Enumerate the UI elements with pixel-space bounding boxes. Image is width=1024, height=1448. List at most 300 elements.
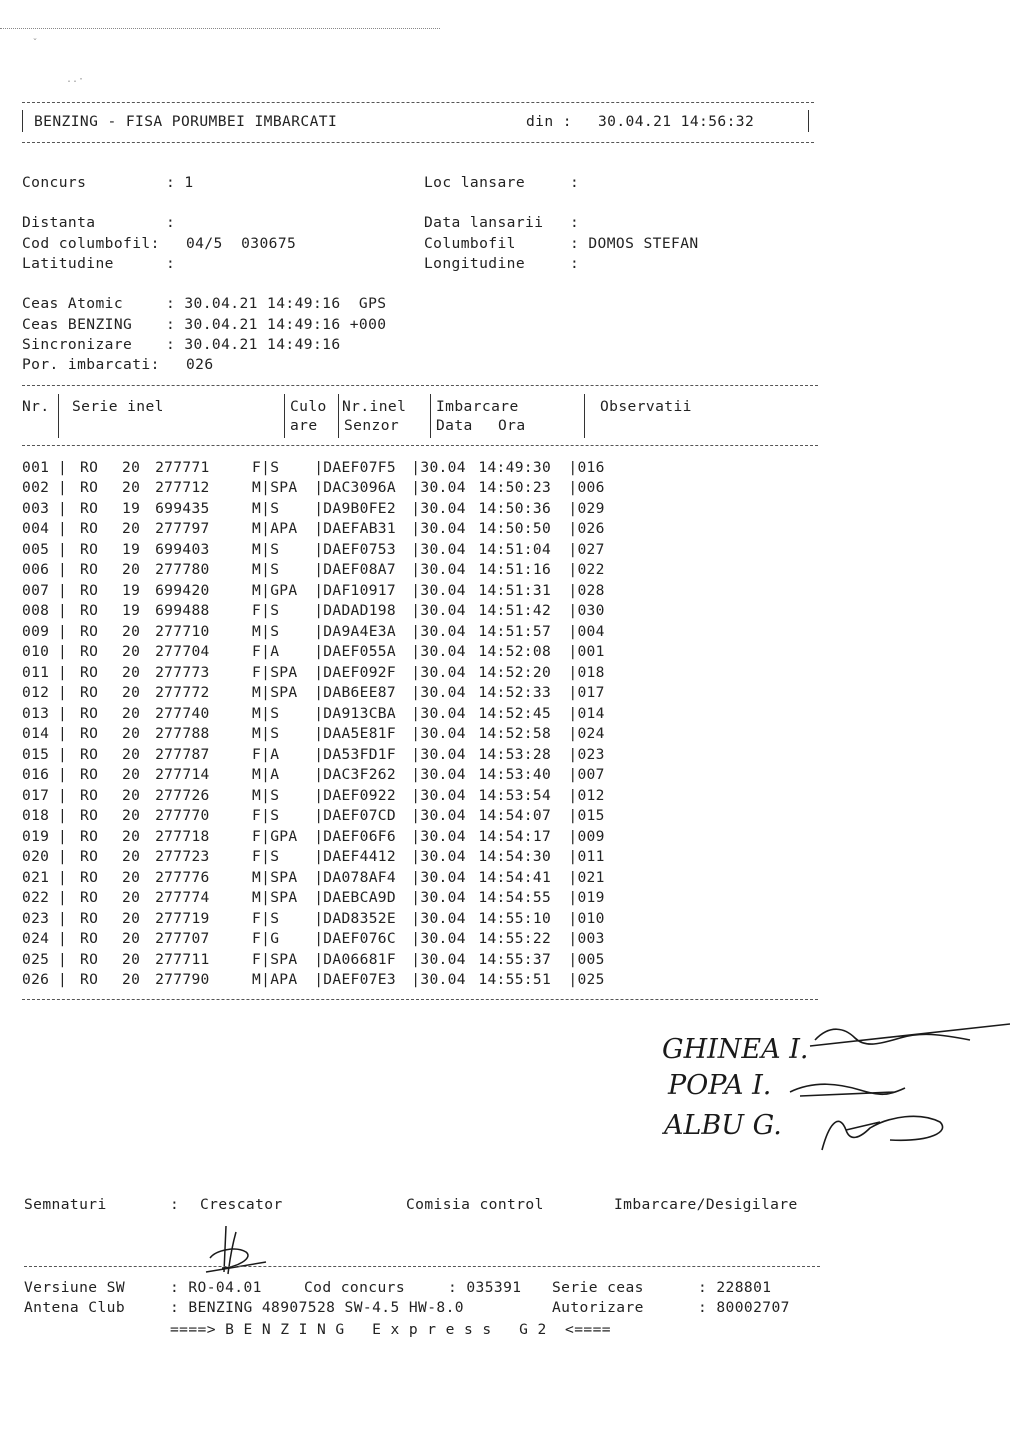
row-number: 008 [22,602,50,620]
row-time: 14:51:31 [478,581,552,599]
row-year: 20 [122,971,141,989]
row-separator: | [314,458,324,476]
header-bottom-rule [22,142,814,143]
row-country: RO [80,581,99,599]
row-country: RO [80,807,99,825]
row-sex: F [252,807,262,825]
row-number: 007 [22,581,50,599]
row-separator: | [568,745,578,763]
row-separator: | [314,807,324,825]
data-lansarii-label: Data lansarii [424,214,544,231]
row-time: 14:55:51 [478,971,552,989]
row-observatii: 021 [577,868,605,886]
table-row [22,744,617,765]
table-col-separator [584,394,585,438]
row-time: 14:52:08 [478,643,552,661]
row-separator: | [411,868,421,886]
row-separator: | [314,766,324,784]
row-ring-number: 277712 [155,479,210,497]
row-color: S [270,458,280,476]
row-separator: | [314,499,324,517]
row-number: 017 [22,786,50,804]
row-number: 024 [22,930,50,948]
col-imbarcare-header: Imbarcare [436,398,519,415]
row-ring-number: 699488 [155,602,210,620]
row-year: 20 [122,663,141,681]
row-year: 20 [122,930,141,948]
row-country: RO [80,827,99,845]
row-separator: | [58,950,68,968]
row-time: 14:52:20 [478,663,552,681]
row-number: 026 [22,971,50,989]
row-separator: | [411,848,421,866]
table-row [22,601,617,622]
latitudine-value: : [166,255,176,272]
row-separator: | [261,704,271,722]
row-sensor: DAEF07F5 [323,458,396,476]
row-time: 14:53:40 [478,766,552,784]
row-ring-number: 277723 [155,848,210,866]
row-separator: | [58,561,68,579]
row-year: 19 [122,581,141,599]
row-separator: | [58,602,68,620]
row-separator: | [314,868,324,886]
row-separator: | [411,827,421,845]
row-color: SPA [270,663,298,681]
pigeon-table-body [22,457,617,990]
row-color: APA [270,520,298,538]
row-date: 30.04 [420,807,466,825]
loc-lansare-label: Loc lansare [424,174,526,191]
row-time: 14:54:30 [478,848,552,866]
row-separator: | [58,581,68,599]
row-ring-number: 277711 [155,950,210,968]
row-separator: | [568,868,578,886]
scan-speck: ˇ [32,38,39,49]
row-color: A [270,745,280,763]
row-time: 14:54:07 [478,807,552,825]
row-time: 14:53:54 [478,786,552,804]
row-separator: | [411,581,421,599]
row-separator: | [411,622,421,640]
row-year: 20 [122,479,141,497]
row-date: 30.04 [420,827,466,845]
semnaturi-label: Semnaturi [24,1196,107,1213]
row-country: RO [80,725,99,743]
row-separator: | [58,479,68,497]
distanta-label: Distanta [22,214,96,231]
row-separator: | [58,725,68,743]
row-separator: | [411,971,421,989]
row-sensor: DAEF06F6 [323,827,396,845]
row-year: 20 [122,909,141,927]
concurs-label: Concurs [22,174,87,191]
row-number: 021 [22,868,50,886]
table-bottom-rule [22,999,818,1000]
row-observatii: 016 [577,458,605,476]
row-sensor: DADAD198 [323,602,396,620]
row-year: 20 [122,561,141,579]
row-separator: | [58,786,68,804]
col-culoare-header-2: are [290,417,318,434]
row-separator: | [568,458,578,476]
row-color: S [270,848,280,866]
row-separator: | [568,499,578,517]
row-date: 30.04 [420,540,466,558]
row-separator: | [58,930,68,948]
longitudine-label: Longitudine [424,255,526,272]
row-separator: | [568,848,578,866]
row-ring-number: 277772 [155,684,210,702]
header-top-rule [22,102,814,103]
row-number: 016 [22,766,50,784]
row-separator: | [261,971,271,989]
table-row [22,621,617,642]
row-sex: M [252,499,262,517]
row-date: 30.04 [420,520,466,538]
versiune-sw-value: : RO-04.01 [170,1279,262,1296]
signature-rule [24,1266,820,1267]
scan-edge-line [0,28,440,29]
row-color: S [270,499,280,517]
row-number: 010 [22,643,50,661]
loc-lansare-value: : [570,174,580,191]
row-sex: F [252,745,262,763]
row-sex: F [252,930,262,948]
row-date: 30.04 [420,704,466,722]
row-sensor: DAEF0753 [323,540,396,558]
row-separator: | [568,581,578,599]
ceas-atomic-label: Ceas Atomic [22,295,124,312]
row-color: S [270,561,280,579]
row-sensor: DAC3096A [323,479,396,497]
row-ring-number: 277773 [155,663,210,681]
row-country: RO [80,684,99,702]
row-date: 30.04 [420,786,466,804]
row-separator: | [314,663,324,681]
table-row [22,949,617,970]
header-datetime: 30.04.21 14:56:32 [598,113,755,130]
row-color: S [270,786,280,804]
row-sensor: DAC3F262 [323,766,396,784]
row-time: 14:52:45 [478,704,552,722]
row-date: 30.04 [420,971,466,989]
row-number: 020 [22,848,50,866]
row-observatii: 029 [577,499,605,517]
row-sex: M [252,971,262,989]
row-sex: M [252,725,262,743]
row-separator: | [261,540,271,558]
row-color: SPA [270,479,298,497]
row-separator: | [58,458,68,476]
row-color: S [270,622,280,640]
row-separator: | [58,704,68,722]
row-separator: | [58,643,68,661]
row-year: 19 [122,540,141,558]
row-separator: | [568,827,578,845]
row-separator: | [58,622,68,640]
row-separator: | [411,520,421,538]
row-separator: | [568,643,578,661]
row-separator: | [261,643,271,661]
report-title: BENZING - FISA PORUMBEI IMBARCATI [34,113,338,130]
row-sex: F [252,458,262,476]
row-observatii: 006 [577,479,605,497]
row-sex: F [252,827,262,845]
table-row [22,847,617,868]
row-separator: | [568,971,578,989]
row-separator: | [261,602,271,620]
row-date: 30.04 [420,725,466,743]
row-color: A [270,643,280,661]
row-separator: | [568,561,578,579]
row-separator: | [261,848,271,866]
row-date: 30.04 [420,684,466,702]
row-separator: | [411,745,421,763]
row-sex: F [252,848,262,866]
row-sex: M [252,684,262,702]
row-separator: | [58,540,68,558]
row-sex: M [252,479,262,497]
row-time: 14:51:57 [478,622,552,640]
row-separator: | [261,889,271,907]
table-row [22,498,617,519]
row-year: 20 [122,950,141,968]
table-row [22,888,617,909]
col-serie-header: Serie inel [72,398,164,415]
row-country: RO [80,704,99,722]
ceas-benzing-label: Ceas BENZING [22,316,133,333]
row-year: 20 [122,725,141,743]
row-sex: F [252,663,262,681]
row-observatii: 022 [577,561,605,579]
table-row [22,908,617,929]
row-observatii: 007 [577,766,605,784]
row-color: G [270,930,280,948]
row-number: 025 [22,950,50,968]
row-separator: | [261,930,271,948]
row-separator: | [261,684,271,702]
row-separator: | [411,479,421,497]
row-date: 30.04 [420,458,466,476]
row-separator: | [58,971,68,989]
row-number: 001 [22,458,50,476]
row-observatii: 028 [577,581,605,599]
row-separator: | [568,807,578,825]
row-ring-number: 277726 [155,786,210,804]
row-sensor: DAEF08A7 [323,561,396,579]
latitudine-label: Latitudine [22,255,114,272]
row-year: 20 [122,766,141,784]
row-color: S [270,807,280,825]
row-separator: | [58,889,68,907]
row-separator: | [411,704,421,722]
row-time: 14:51:16 [478,561,552,579]
row-time: 14:51:04 [478,540,552,558]
table-row [22,765,617,786]
row-observatii: 003 [577,930,605,948]
row-date: 30.04 [420,909,466,927]
row-separator: | [411,950,421,968]
row-year: 20 [122,622,141,640]
handwritten-names [650,1010,1010,1160]
row-separator: | [568,520,578,538]
row-separator: | [58,766,68,784]
row-number: 003 [22,499,50,517]
semnaturi-colon: : [170,1196,180,1213]
row-date: 30.04 [420,868,466,886]
row-sex: M [252,889,262,907]
sincronizare-value: : 30.04.21 14:49:16 [166,336,341,353]
row-separator: | [314,684,324,702]
row-ring-number: 277770 [155,807,210,825]
row-separator: | [411,725,421,743]
row-separator: | [411,663,421,681]
row-year: 20 [122,745,141,763]
row-year: 20 [122,848,141,866]
row-sex: F [252,950,262,968]
row-color: S [270,704,280,722]
handwritten-name-3: ALBU G. [664,1110,782,1141]
row-sensor: DAEF076C [323,930,396,948]
row-observatii: 023 [577,745,605,763]
row-color: SPA [270,950,298,968]
por-imbarcati-label: Por. imbarcati: [22,356,160,373]
row-country: RO [80,622,99,640]
row-separator: | [314,889,324,907]
row-separator: | [411,602,421,620]
row-time: 14:54:41 [478,868,552,886]
cod-columbofil-label: Cod columbofil: [22,235,160,252]
longitudine-value: : [570,255,580,272]
data-lansarii-value: : [570,214,580,231]
row-separator: | [568,766,578,784]
row-sex: M [252,786,262,804]
row-separator: | [411,458,421,476]
crescator-signature [196,1222,276,1282]
row-separator: | [314,643,324,661]
row-year: 20 [122,889,141,907]
row-ring-number: 699403 [155,540,210,558]
row-sensor: DA9B0FE2 [323,499,396,517]
handwritten-name-2: POPA I. [668,1070,772,1101]
columbofil-value: : DOMOS STEFAN [570,235,699,252]
row-color: S [270,909,280,927]
table-header-top-rule [22,385,818,386]
autorizare-value: : 80002707 [698,1299,790,1316]
row-separator: | [568,950,578,968]
row-separator: | [261,520,271,538]
row-separator: | [314,786,324,804]
row-separator: | [58,868,68,886]
col-nrinel-header: Nr.inel [342,398,407,415]
cod-concurs-label: Cod concurs [304,1279,406,1296]
row-date: 30.04 [420,602,466,620]
row-observatii: 019 [577,889,605,907]
row-year: 20 [122,520,141,538]
row-color: GPA [270,827,298,845]
row-year: 20 [122,684,141,702]
row-number: 013 [22,704,50,722]
row-separator: | [261,725,271,743]
row-observatii: 012 [577,786,605,804]
benzing-express-banner: ====> B E N Z I N G E x p r e s s G 2 <==== [170,1321,611,1338]
row-separator: | [314,479,324,497]
row-separator: | [314,930,324,948]
row-color: S [270,602,280,620]
table-header-bottom-rule [22,445,818,446]
handwritten-signature-strokes [650,1010,1010,1160]
row-sensor: DAEBCA9D [323,889,396,907]
row-ring-number: 277714 [155,766,210,784]
row-date: 30.04 [420,950,466,968]
row-sex: M [252,561,262,579]
por-imbarcati-value: 026 [186,356,214,373]
row-sensor: DAA5E81F [323,725,396,743]
row-separator: | [411,499,421,517]
row-separator: | [261,807,271,825]
row-country: RO [80,499,99,517]
row-date: 30.04 [420,930,466,948]
row-country: RO [80,868,99,886]
row-time: 14:55:10 [478,909,552,927]
row-separator: | [314,725,324,743]
col-culoare-header: Culo [290,398,327,415]
row-separator: | [314,561,324,579]
row-number: 022 [22,889,50,907]
row-separator: | [568,540,578,558]
row-ring-number: 277788 [155,725,210,743]
table-row [22,642,617,663]
row-separator: | [568,684,578,702]
row-country: RO [80,909,99,927]
row-sensor: DA06681F [323,950,396,968]
row-color: S [270,540,280,558]
row-ring-number: 699420 [155,581,210,599]
row-number: 005 [22,540,50,558]
row-ring-number: 277790 [155,971,210,989]
row-time: 14:51:42 [478,602,552,620]
row-separator: | [314,909,324,927]
row-time: 14:50:50 [478,520,552,538]
row-year: 20 [122,458,141,476]
row-sensor: DAF10917 [323,581,396,599]
row-sensor: DAEF0922 [323,786,396,804]
row-separator: | [261,458,271,476]
row-sensor: DAB6EE87 [323,684,396,702]
row-ring-number: 277771 [155,458,210,476]
row-date: 30.04 [420,663,466,681]
col-senzor-header: Senzor [344,417,400,434]
row-sensor: DAD8352E [323,909,396,927]
cod-concurs-value: : 035391 [448,1279,522,1296]
row-separator: | [314,827,324,845]
row-observatii: 025 [577,971,605,989]
comisia-control-label: Comisia control [406,1196,544,1213]
row-ring-number: 699435 [155,499,210,517]
row-separator: | [261,909,271,927]
row-year: 20 [122,643,141,661]
row-separator: | [261,581,271,599]
row-sex: M [252,581,262,599]
row-country: RO [80,458,99,476]
col-nr-header: Nr. [22,398,50,415]
row-observatii: 030 [577,602,605,620]
row-observatii: 026 [577,520,605,538]
columbofil-label: Columbofil [424,235,516,252]
row-separator: | [58,909,68,927]
row-color: SPA [270,868,298,886]
